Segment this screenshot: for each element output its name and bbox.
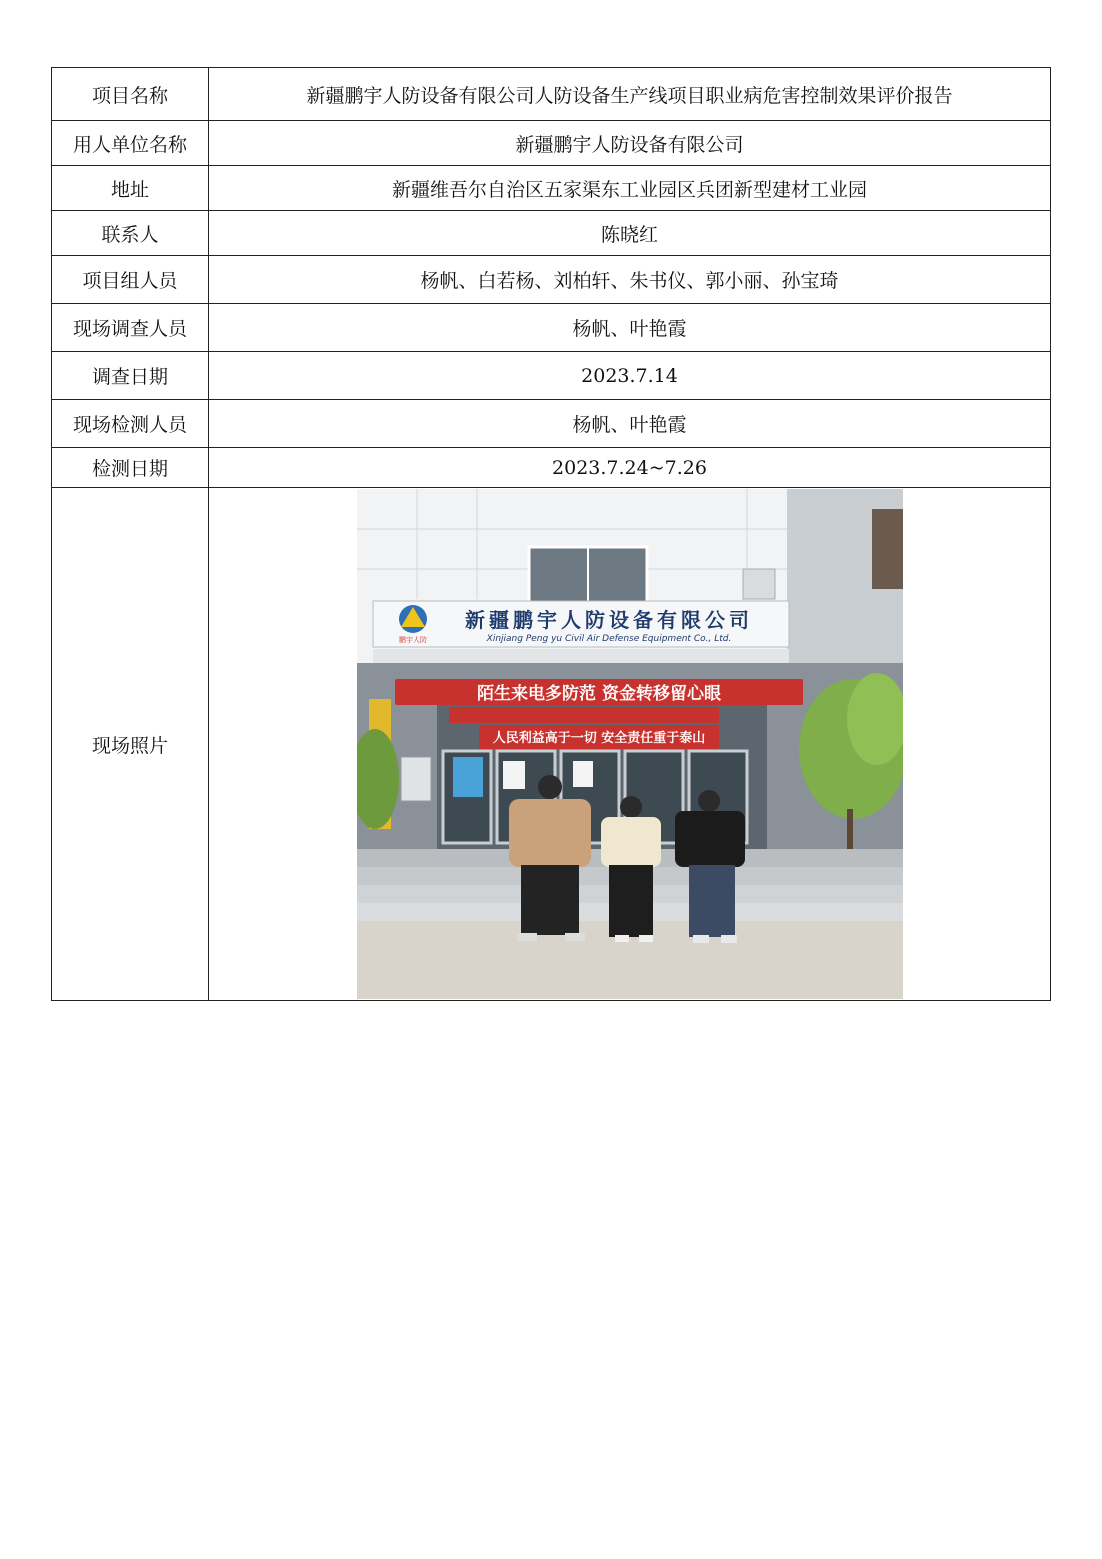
row-label: 项目名称 — [52, 68, 209, 121]
person-middle — [601, 796, 661, 942]
row-label: 项目组人员 — [52, 256, 209, 304]
row-label: 地址 — [52, 166, 209, 211]
address-value: 新疆维吾尔自治区五家渠东工业园区兵团新型建材工业园 — [209, 166, 1051, 211]
table-row — [52, 211, 1051, 256]
row-label: 用人单位名称 — [52, 121, 209, 166]
investigation-date-value: 2023.7.14 — [209, 352, 1051, 400]
site-photo-cell — [209, 488, 1051, 1001]
banner-text-2: 人民利益高于一切 安全责任重于泰山 — [492, 731, 705, 746]
project-team-value: 杨帆、白若杨、刘柏轩、朱书仪、郭小丽、孙宝琦 — [209, 256, 1051, 304]
site-testers-value: 杨帆、叶艳霞 — [209, 400, 1051, 448]
sign-english-name: Xinjiang Peng yu Civil Air Defense Equipment Co., Ltd. — [486, 634, 731, 644]
table-row — [52, 68, 1051, 121]
row-label: 现场检测人员 — [52, 400, 209, 448]
contact-person-value: 陈晓红 — [209, 211, 1051, 256]
row-label: 现场调查人员 — [52, 304, 209, 352]
table-row — [52, 352, 1051, 400]
row-label: 现场照片 — [52, 488, 209, 1001]
table-row — [52, 304, 1051, 352]
banner-text-1: 陌生来电多防范 资金转移留心眼 — [476, 684, 721, 704]
table-row — [52, 256, 1051, 304]
employer-name-value: 新疆鹏宇人防设备有限公司 — [209, 121, 1051, 166]
row-label: 联系人 — [52, 211, 209, 256]
table-row — [52, 400, 1051, 448]
table-row — [52, 448, 1051, 488]
table-row — [52, 488, 1051, 1001]
sign-chinese-name: 新疆鹏宇人防设备有限公司 — [464, 608, 753, 632]
person-left — [509, 775, 591, 941]
site-photo — [357, 489, 903, 999]
project-info-table — [51, 67, 1051, 1001]
sign-logo-text: 鹏宇人防 — [398, 636, 427, 644]
row-label: 调查日期 — [52, 352, 209, 400]
project-name-value: 新疆鹏宇人防设备有限公司人防设备生产线项目职业病危害控制效果评价报告 — [209, 68, 1051, 121]
testing-date-value: 2023.7.24~7.26 — [209, 448, 1051, 488]
table-row — [52, 166, 1051, 211]
row-label: 检测日期 — [52, 448, 209, 488]
site-investigators-value: 杨帆、叶艳霞 — [209, 304, 1051, 352]
table-row — [52, 121, 1051, 166]
